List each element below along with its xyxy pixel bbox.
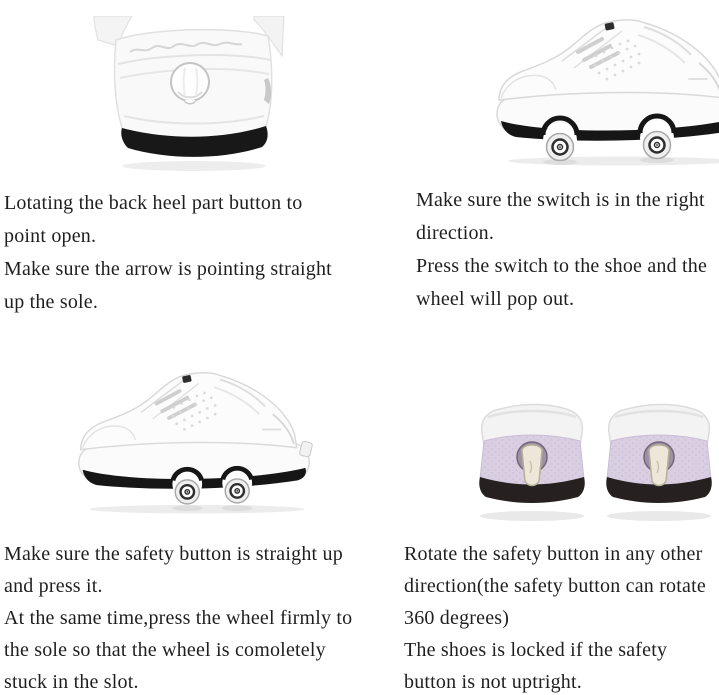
- heel-closeup-illustration: [72, 16, 287, 176]
- instruction-line: Rotate the safety button in any other: [404, 543, 703, 565]
- instruction-line: Make sure the safety button is straight up: [4, 543, 343, 565]
- instruction-line: stuck in the slot.: [4, 671, 139, 693]
- instruction-line: and press it.: [4, 575, 103, 597]
- photo-sneaker-wheels-tucked: [74, 366, 314, 516]
- sneaker-wheels-out-illustration: [492, 16, 719, 166]
- instruction-step-3: [4, 538, 352, 695]
- right-heel: [606, 405, 712, 522]
- front-wheel: [547, 134, 574, 161]
- instruction-line: direction(the safety button can rotate: [404, 575, 706, 597]
- instruction-line: wheel will pop out.: [416, 288, 575, 310]
- instruction-line: 360 degrees): [404, 607, 510, 629]
- instruction-line: point open.: [4, 225, 97, 247]
- instruction-line: Make sure the arrow is pointing straight: [4, 258, 332, 280]
- sneaker-wheels-tucked-illustration: [74, 366, 314, 516]
- instruction-line: the sole so that the wheel is comoletely: [4, 639, 326, 661]
- instruction-line: up the sole.: [4, 291, 99, 313]
- instruction-line: The shoes is locked if the safety: [404, 639, 668, 661]
- photo-heel-pair-safety-buttons: [462, 399, 719, 524]
- front-wheel: [175, 480, 199, 504]
- photo-sneaker-wheels-deployed: [492, 16, 719, 166]
- instruction-line: Lotating the back heel part button to: [4, 192, 303, 214]
- instruction-step-4: [404, 538, 706, 695]
- rear-wheel: [225, 479, 249, 503]
- heel-switch-tab: [299, 441, 313, 458]
- left-heel: [479, 405, 585, 522]
- heel-pair-illustration: [462, 399, 719, 524]
- instruction-line: button is not uptright.: [404, 671, 582, 693]
- instruction-line: Make sure the switch is in the right: [416, 189, 705, 211]
- rear-wheel: [644, 132, 671, 159]
- instruction-line: At the same time,press the wheel firmly to: [4, 607, 353, 629]
- instruction-line: direction.: [416, 222, 495, 244]
- photo-heel-button-closeup: [72, 16, 287, 176]
- instruction-line: Press the switch to the shoe and the: [416, 255, 708, 277]
- instruction-step-2: [416, 184, 707, 316]
- instruction-step-1: [4, 187, 332, 319]
